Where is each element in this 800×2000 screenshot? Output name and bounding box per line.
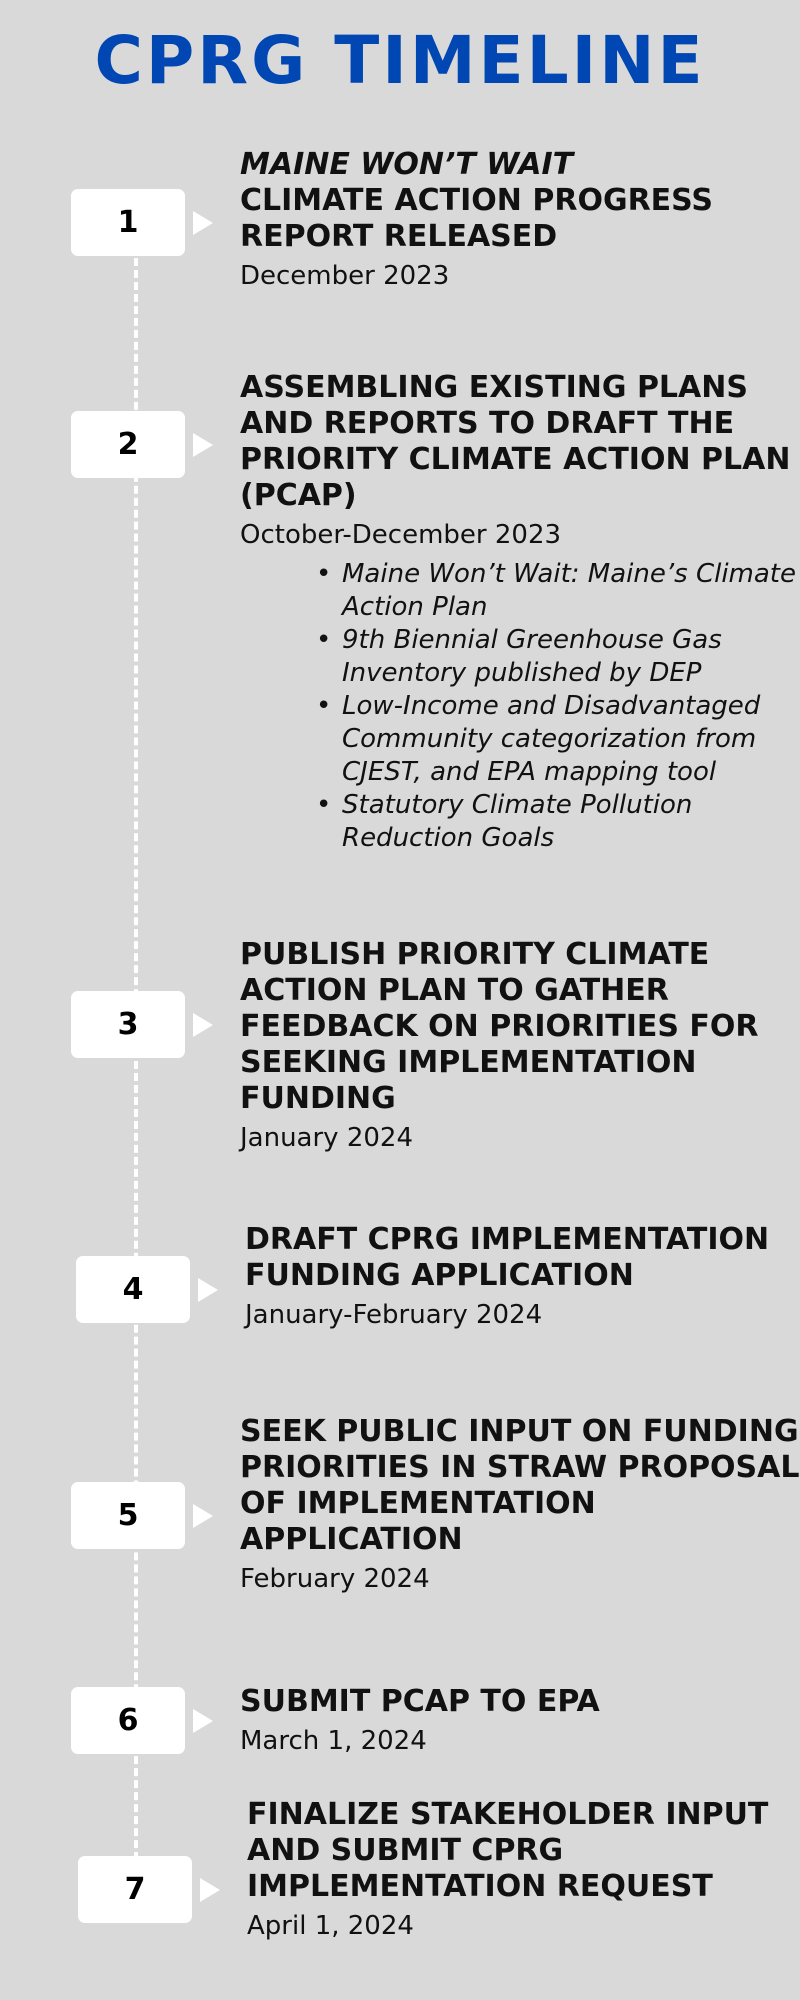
step-title-italic: MAINE WON’T WAIT xyxy=(240,147,574,182)
step-content xyxy=(240,1414,800,1596)
step-content xyxy=(240,1684,800,1758)
step-title: DRAFT CPRG IMPLEMENTATION FUNDING APPLICATION xyxy=(245,1222,770,1293)
step-number-badge: 4 xyxy=(76,1256,190,1323)
pointer-arrow-icon xyxy=(193,1709,213,1733)
step-number-badge: 2 xyxy=(71,411,185,478)
step-number-badge: 5 xyxy=(71,1482,185,1549)
step-number-badge: 6 xyxy=(71,1687,185,1754)
step-date: October-December 2023 xyxy=(240,520,562,550)
step-number-badge: 7 xyxy=(78,1856,192,1923)
step-content xyxy=(247,1797,800,1943)
pointer-arrow-icon xyxy=(193,433,213,457)
step-date: January 2024 xyxy=(240,1123,413,1153)
source-list xyxy=(240,558,800,855)
step-number-badge: 3 xyxy=(71,991,185,1058)
step-content xyxy=(245,1222,800,1332)
step-number-badge: 1 xyxy=(71,189,185,256)
list-item: • 9th Biennial Greenhouse Gas Inventory published by DEP xyxy=(342,624,800,690)
list-item: • Low-Income and Disadvantaged Community categorization from CJEST, and EPA mapping tool xyxy=(342,690,800,789)
step-title-text: CLIMATE ACTION PROGRESS REPORT RELEASED xyxy=(240,183,714,254)
pointer-arrow-icon xyxy=(198,1278,218,1302)
step-content xyxy=(240,147,800,293)
step-date: March 1, 2024 xyxy=(240,1726,427,1756)
step-title: SUBMIT PCAP TO EPA xyxy=(240,1684,600,1719)
timeline-dashed-line xyxy=(134,258,138,1908)
step-date: December 2023 xyxy=(240,261,450,291)
step-date: January-February 2024 xyxy=(245,1300,543,1330)
step-title: FINALIZE STAKEHOLDER INPUT AND SUBMIT CPRG IMPLEMENTATION REQUEST xyxy=(247,1797,769,1904)
pointer-arrow-icon xyxy=(200,1878,220,1902)
list-item: • Maine Won’t Wait: Maine’s Climate Action Plan xyxy=(342,558,800,624)
step-content xyxy=(240,370,800,855)
list-item: • Statutory Climate Pollution Reduction Goals xyxy=(342,789,800,855)
step-title: SEEK PUBLIC INPUT ON FUNDING PRIORITIES IN STRAW PROPOSAL OF IMPLEMENTATION APPLICATION xyxy=(240,1414,800,1557)
pointer-arrow-icon xyxy=(193,1013,213,1037)
step-title: ASSEMBLING EXISTING PLANS AND REPORTS TO DRAFT THE PRIORITY CLIMATE ACTION PLAN (PCAP) xyxy=(240,370,791,513)
pointer-arrow-icon xyxy=(193,211,213,235)
page-title: CPRG TIMELINE xyxy=(94,22,706,99)
step-date: February 2024 xyxy=(240,1564,430,1594)
pointer-arrow-icon xyxy=(193,1504,213,1528)
step-title xyxy=(240,147,800,255)
step-title: PUBLISH PRIORITY CLIMATE ACTION PLAN TO GATHER FEEDBACK ON PRIORITIES FOR SEEKING IMPLEMENTATION FUNDING xyxy=(240,937,759,1116)
step-date: April 1, 2024 xyxy=(247,1911,414,1941)
step-content xyxy=(240,937,800,1155)
